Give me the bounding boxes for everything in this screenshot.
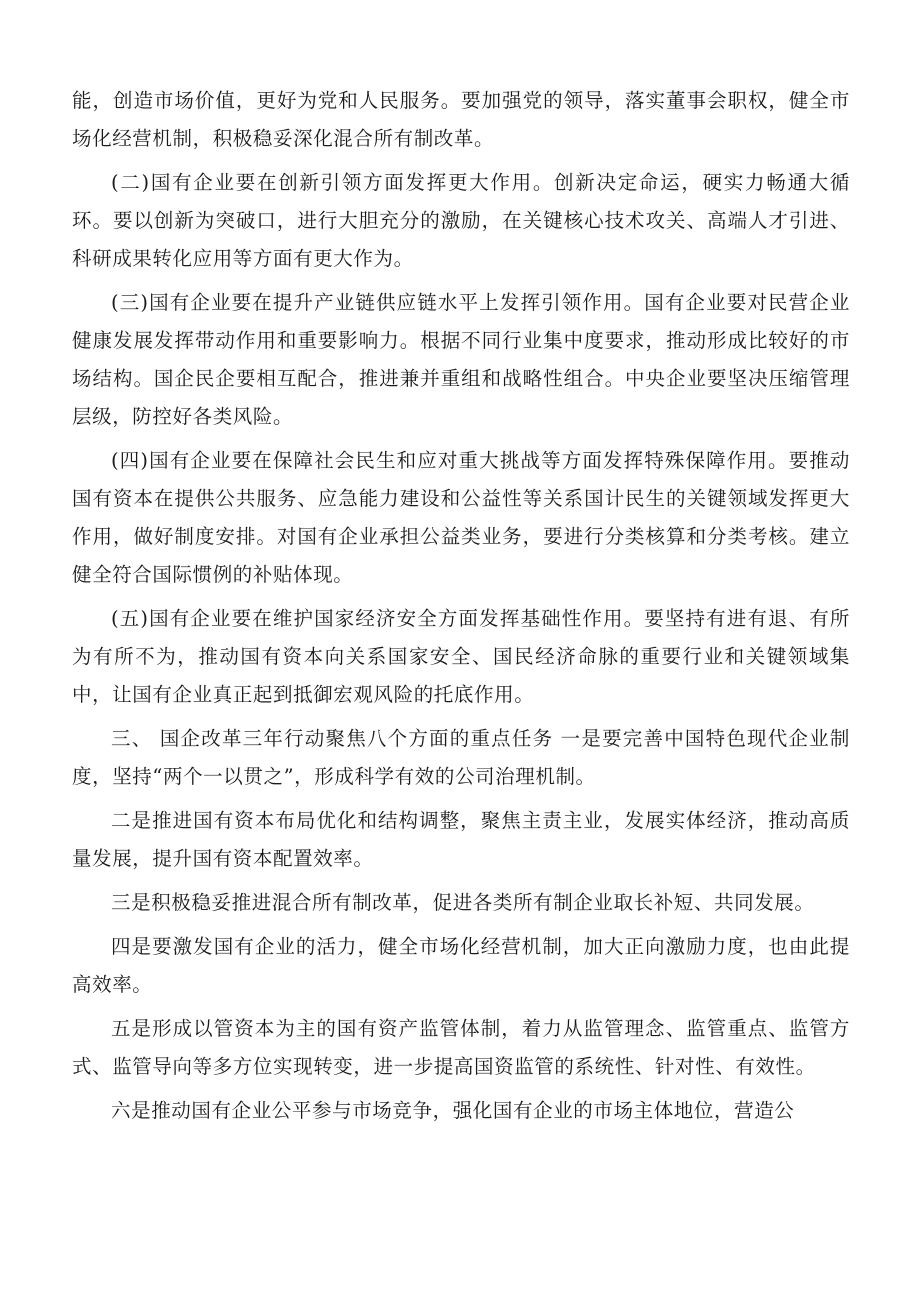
paragraph-10: 五是形成以管资本为主的国有资产监管体制，着力从监管理念、监管重点、监管方式、监管导向等多方位实现转变，进一步提高国资监管的系统性、针对性、有效性。 (72, 1017, 850, 1078)
paragraph-1: 能，创造市场价值，更好为党和人民服务。要加强党的领导，落实董事会职权，健全市场化经营机制，积极稳妥深化混合所有制改革。 (72, 89, 850, 150)
paragraph-8: 三是积极稳妥推进混合所有制改革，促进各类所有制企业取长补短、共同发展。 (111, 891, 815, 914)
paragraph-6: 三、 国企改革三年行动聚焦八个方面的重点任务 一是要完善中国特色现代企业制度，坚持“两个一以贯之”，形成科学有效的公司治理机制。 (72, 727, 850, 788)
paragraph-7: 二是推进国有资本布局优化和结构调整，聚焦主责主业，发展实体经济，推动高质量发展，提升国有资本配置效率。 (72, 809, 850, 870)
paragraph-3: (三)国有企业要在提升产业链供应链水平上发挥引领作用。国有企业要对民营企业健康发展发挥带动作用和重要影响力。根据不同行业集中度要求，推动形成比较好的市场结构。国企民企要相互配合，推进兼并重组和战略性组合。中央企业要坚决压缩管理层级，防控好各类风险。 (72, 291, 850, 428)
paragraph-9: 四是要激发国有企业的活力，健全市场化经营机制，加大正向激励力度，也由此提高效率。 (72, 935, 850, 996)
paragraph-2: (二)国有企业要在创新引领方面发挥更大作用。创新决定命运，硬实力畅通大循环。要以创新为突破口，进行大胆充分的激励，在关键核心技术攻关、高端人才引进、科研成果转化应用等方面有更大作为。 (72, 171, 850, 270)
paragraph-11: 六是推动国有企业公平参与市场竞争，强化国有企业的市场主体地位，营造公 (111, 1099, 795, 1122)
paragraph-4: (四)国有企业要在保障社会民生和应对重大挑战等方面发挥特殊保障作用。要推动国有资本在提供公共服务、应急能力建设和公益性等关系国计民生的关键领域发挥更大作用，做好制度安排。对国有企业承担公益类业务，要进行分类核算和分类考核。建立健全符合国际惯例的补贴体现。 (72, 449, 850, 586)
paragraph-5: (五)国有企业要在维护国家经济安全方面发挥基础性作用。要坚持有进有退、有所为有所不为，推动国有资本向关系国家安全、国民经济命脉的重要行业和关键领域集中，让国有企业真正起到抵御宏观风险的托底作用。 (72, 607, 850, 706)
